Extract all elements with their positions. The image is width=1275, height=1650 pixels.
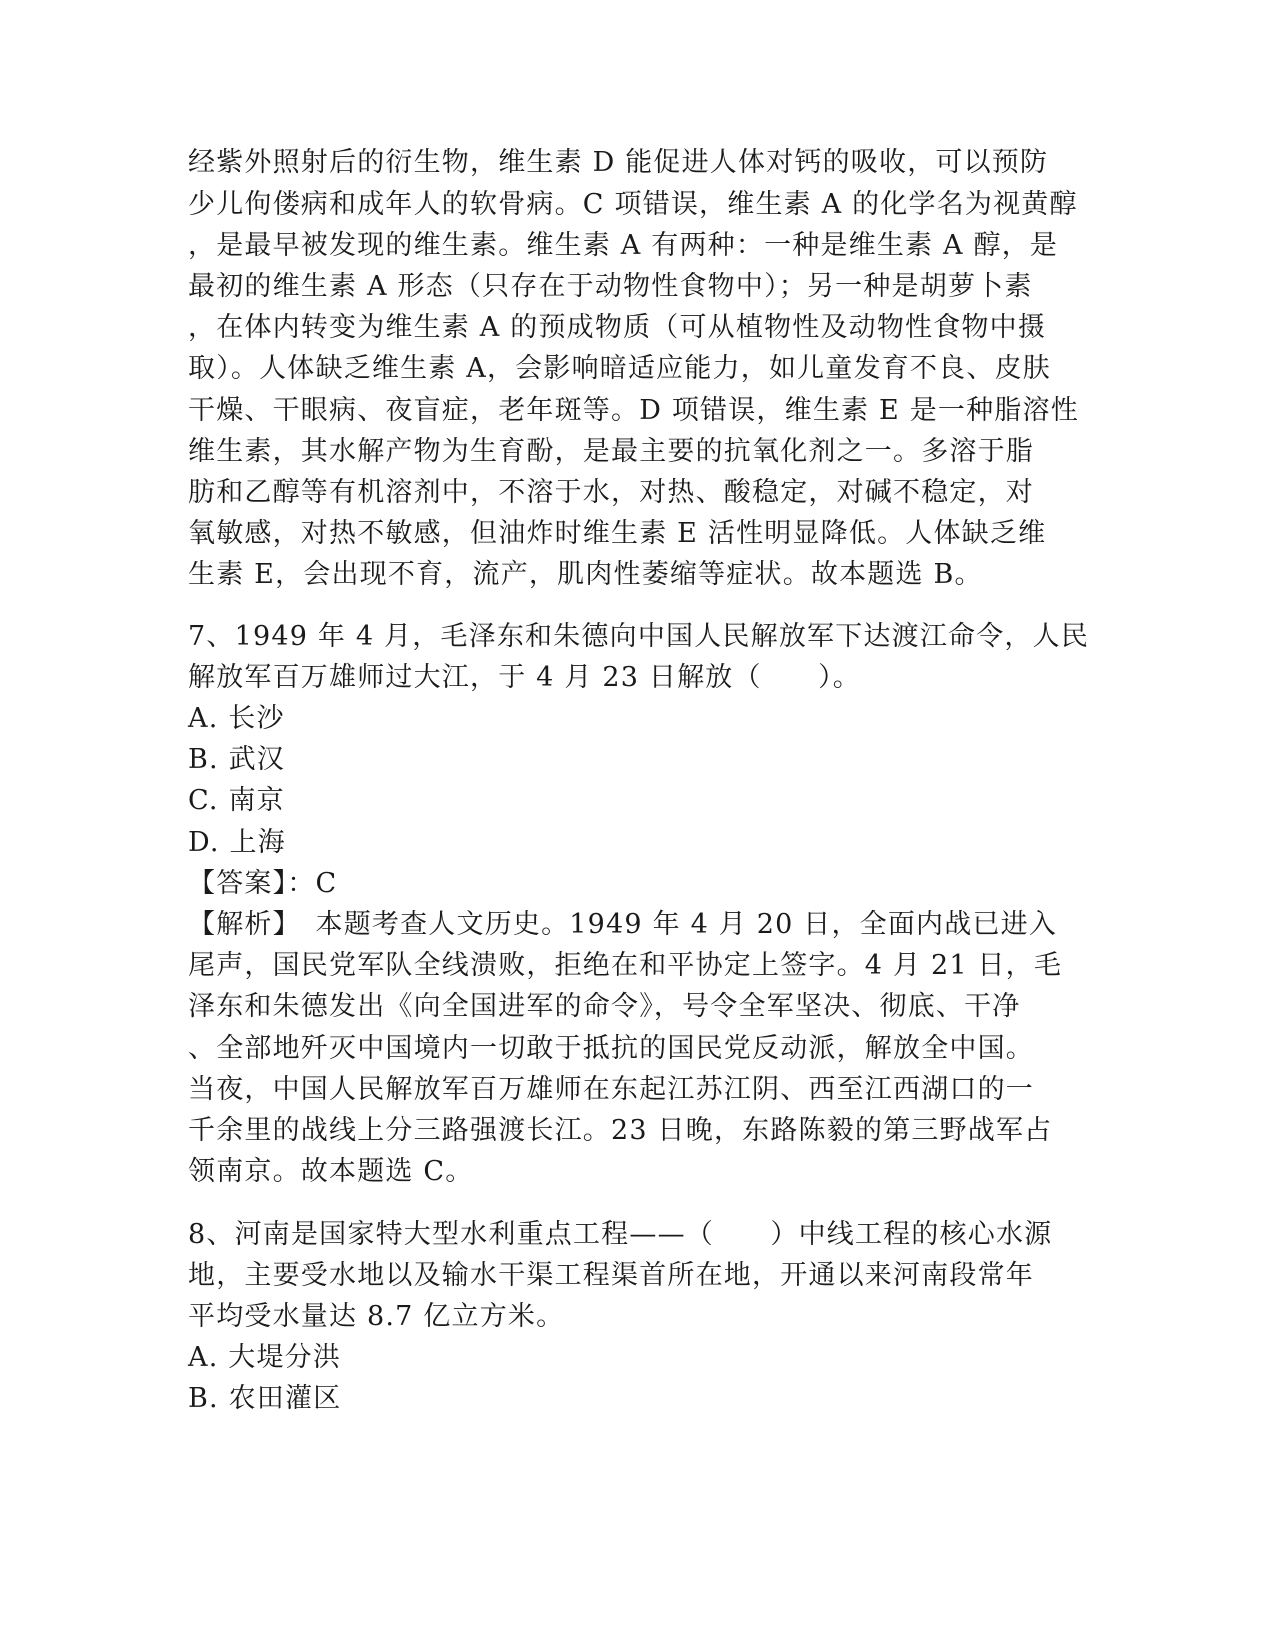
analysis-continuation-line: ，在体内转变为维生素 A 的预成物质（可从植物性及动物性食物中摄 [188,312,1047,343]
question-7-option-b: B. 武汉 [188,744,286,775]
question-8-option-b: B. 农田灌区 [188,1383,342,1414]
question-7-stem: 解放军百万雄师过大江，于 4 月 23 日解放（ ）。 [188,662,861,693]
analysis-continuation-line: 生素 E，会出现不育，流产，肌肉性萎缩等症状。故本题选 B。 [188,559,983,590]
analysis-continuation-line: 氧敏感，对热不敏感，但油炸时维生素 E 活性明显降低。人体缺乏维 [188,518,1047,549]
analysis-continuation-line: ，是最早被发现的维生素。维生素 A 有两种：一种是维生素 A 醇，是 [188,230,1059,261]
question-7-stem: 7、1949 年 4 月，毛泽东和朱德向中国人民解放军下达渡江命令，人民 [188,621,1090,652]
analysis-continuation-line: 经紫外照射后的衍生物，维生素 D 能促进人体对钙的吸收，可以预防 [188,147,1049,178]
question-7-analysis: 尾声，国民党军队全线溃败，拒绝在和平协定上签字。4 月 21 日，毛 [188,950,1063,981]
analysis-continuation-line: 维生素，其水解产物为生育酚，是最主要的抗氧化剂之一。多溶于脂 [188,436,1034,467]
question-7-analysis: 当夜，中国人民解放军百万雄师在东起江苏江阴、西至江西湖口的一 [188,1074,1034,1105]
question-8-stem: 平均受水量达 8.7 亿立方米。 [188,1301,565,1332]
question-7-option-a: A. 长沙 [188,703,285,734]
analysis-continuation-line: 取）。人体缺乏维生素 A，会影响暗适应能力，如儿童发育不良、皮肤 [188,353,1051,384]
analysis-continuation-line: 肪和乙醇等有机溶剂中，不溶于水，对热、酸稳定，对碱不稳定，对 [188,477,1034,508]
analysis-continuation-line: 最初的维生素 A 形态（只存在于动物性食物中）；另一种是胡萝卜素 [188,271,1033,302]
question-7-analysis: 领南京。故本题选 C。 [188,1156,474,1187]
question-8-stem: 8、河南是国家特大型水利重点工程——（ ）中线工程的核心水源 [188,1219,1053,1250]
question-7-analysis: 千余里的战线上分三路强渡长江。23 日晚，东路陈毅的第三野战军占 [188,1115,1053,1146]
question-7-option-c: C. 南京 [188,785,285,816]
question-7-answer: 【答案】：C [188,868,338,899]
question-7-option-d: D. 上海 [188,827,286,858]
question-8-stem: 地，主要受水地以及输水干渠工程渠首所在地，开通以来河南段常年 [188,1260,1034,1291]
question-7-analysis: 泽东和朱德发出《向全国进军的命令》，号令全军坚决、彻底、干净 [188,991,1021,1022]
question-7-analysis: 、全部地歼灭中国境内一切敢于抵抗的国民党反动派，解放全中国。 [188,1033,1034,1064]
question-8-option-a: A. 大堤分洪 [188,1342,342,1373]
analysis-continuation-line: 干燥、干眼病、夜盲症，老年斑等。D 项错误，维生素 E 是一种脂溶性 [188,395,1079,426]
analysis-continuation-line: 少儿佝偻病和成年人的软骨病。C 项错误，维生素 A 的化学名为视黄醇 [188,189,1078,220]
question-7-analysis: 【解析】 本题考查人文历史。1949 年 4 月 20 日，全面内战已进入 [188,909,1058,940]
